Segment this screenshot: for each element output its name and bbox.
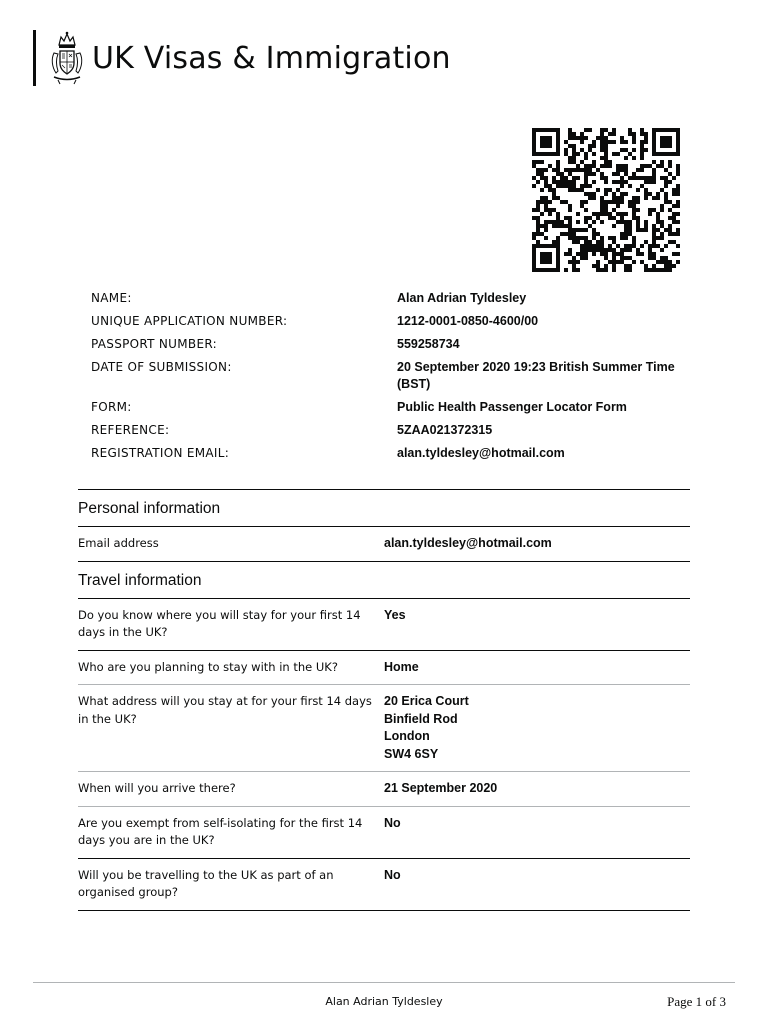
address-line: 20 Erica Court <box>384 694 469 708</box>
answer: Yes <box>384 607 406 622</box>
qa-row-exempt <box>78 806 690 858</box>
page-number: Page 1 of 3 <box>667 994 726 1009</box>
qa-row-address <box>78 684 690 771</box>
summary-label: REFERENCE: <box>91 423 170 437</box>
header-divider <box>33 30 36 86</box>
summary-label: DATE OF SUBMISSION: <box>91 360 232 374</box>
summary-value: Public Health Passenger Locator Form <box>397 400 627 414</box>
summary-row-passport-number <box>91 336 691 353</box>
summary-row-reference <box>91 422 691 439</box>
form-sections <box>78 489 690 911</box>
section-divider <box>78 910 690 911</box>
address-line: SW4 6SY <box>384 746 439 761</box>
summary-row-form <box>91 399 691 416</box>
application-summary <box>91 290 691 468</box>
question: When will you arrive there? <box>78 781 236 795</box>
page-title: UK Visas & Immigration <box>92 40 451 76</box>
question: Do you know where you will stay for your first 14 days in the UK? <box>78 607 361 639</box>
summary-label: PASSPORT NUMBER: <box>91 337 217 351</box>
summary-value: alan.tyldesley@hotmail.com <box>397 446 565 460</box>
qa-row-email <box>78 526 690 561</box>
summary-value: 5ZAA021372315 <box>397 423 493 437</box>
qa-row-stay-with <box>78 650 690 685</box>
answer: No <box>384 815 401 830</box>
header <box>33 30 451 86</box>
question: Are you exempt from self-isolating for the first 14 days you are in the UK? <box>78 815 363 847</box>
summary-value: Alan Adrian Tyldesley <box>397 291 527 305</box>
summary-row-registration-email <box>91 445 691 462</box>
summary-label: UNIQUE APPLICATION NUMBER: <box>91 314 288 328</box>
answer <box>384 693 684 763</box>
address-line: Binfield Rod <box>384 711 458 726</box>
summary-value: 559258734 <box>397 337 460 351</box>
qa-row-arrival-date <box>78 771 690 806</box>
answer: 21 September 2020 <box>384 781 498 795</box>
question: Who are you planning to stay with in the UK? <box>78 659 338 674</box>
question: Email address <box>78 536 159 550</box>
qa-row-know-where-stay <box>78 598 690 650</box>
answer: alan.tyldesley@hotmail.com <box>384 536 552 550</box>
section-title-travel: Travel information <box>78 571 202 589</box>
summary-value: 20 September 2020 19:23 British Summer Time (BST) <box>397 360 675 391</box>
footer-applicant-name: Alan Adrian Tyldesley <box>325 995 443 1008</box>
royal-coat-of-arms-icon <box>50 31 84 85</box>
summary-label: NAME: <box>91 291 132 305</box>
question: What address will you stay at for your first 14 days in the UK? <box>78 694 372 726</box>
section-title-personal: Personal information <box>78 500 221 517</box>
address-line: London <box>384 729 430 743</box>
footer-divider <box>33 982 735 983</box>
answer: No <box>384 867 401 882</box>
summary-label: FORM: <box>91 400 132 414</box>
summary-value: 1212-0001-0850-4600/00 <box>397 314 539 328</box>
qr-code-icon <box>529 128 684 273</box>
summary-row-application-number <box>91 313 691 330</box>
question: Will you be travelling to the UK as part of an organised group? <box>78 867 334 899</box>
summary-label: REGISTRATION EMAIL: <box>91 446 230 460</box>
summary-row-name <box>91 290 691 307</box>
qa-row-organised-group <box>78 858 690 910</box>
answer: Home <box>384 659 419 674</box>
summary-row-date-of-submission <box>91 359 691 393</box>
